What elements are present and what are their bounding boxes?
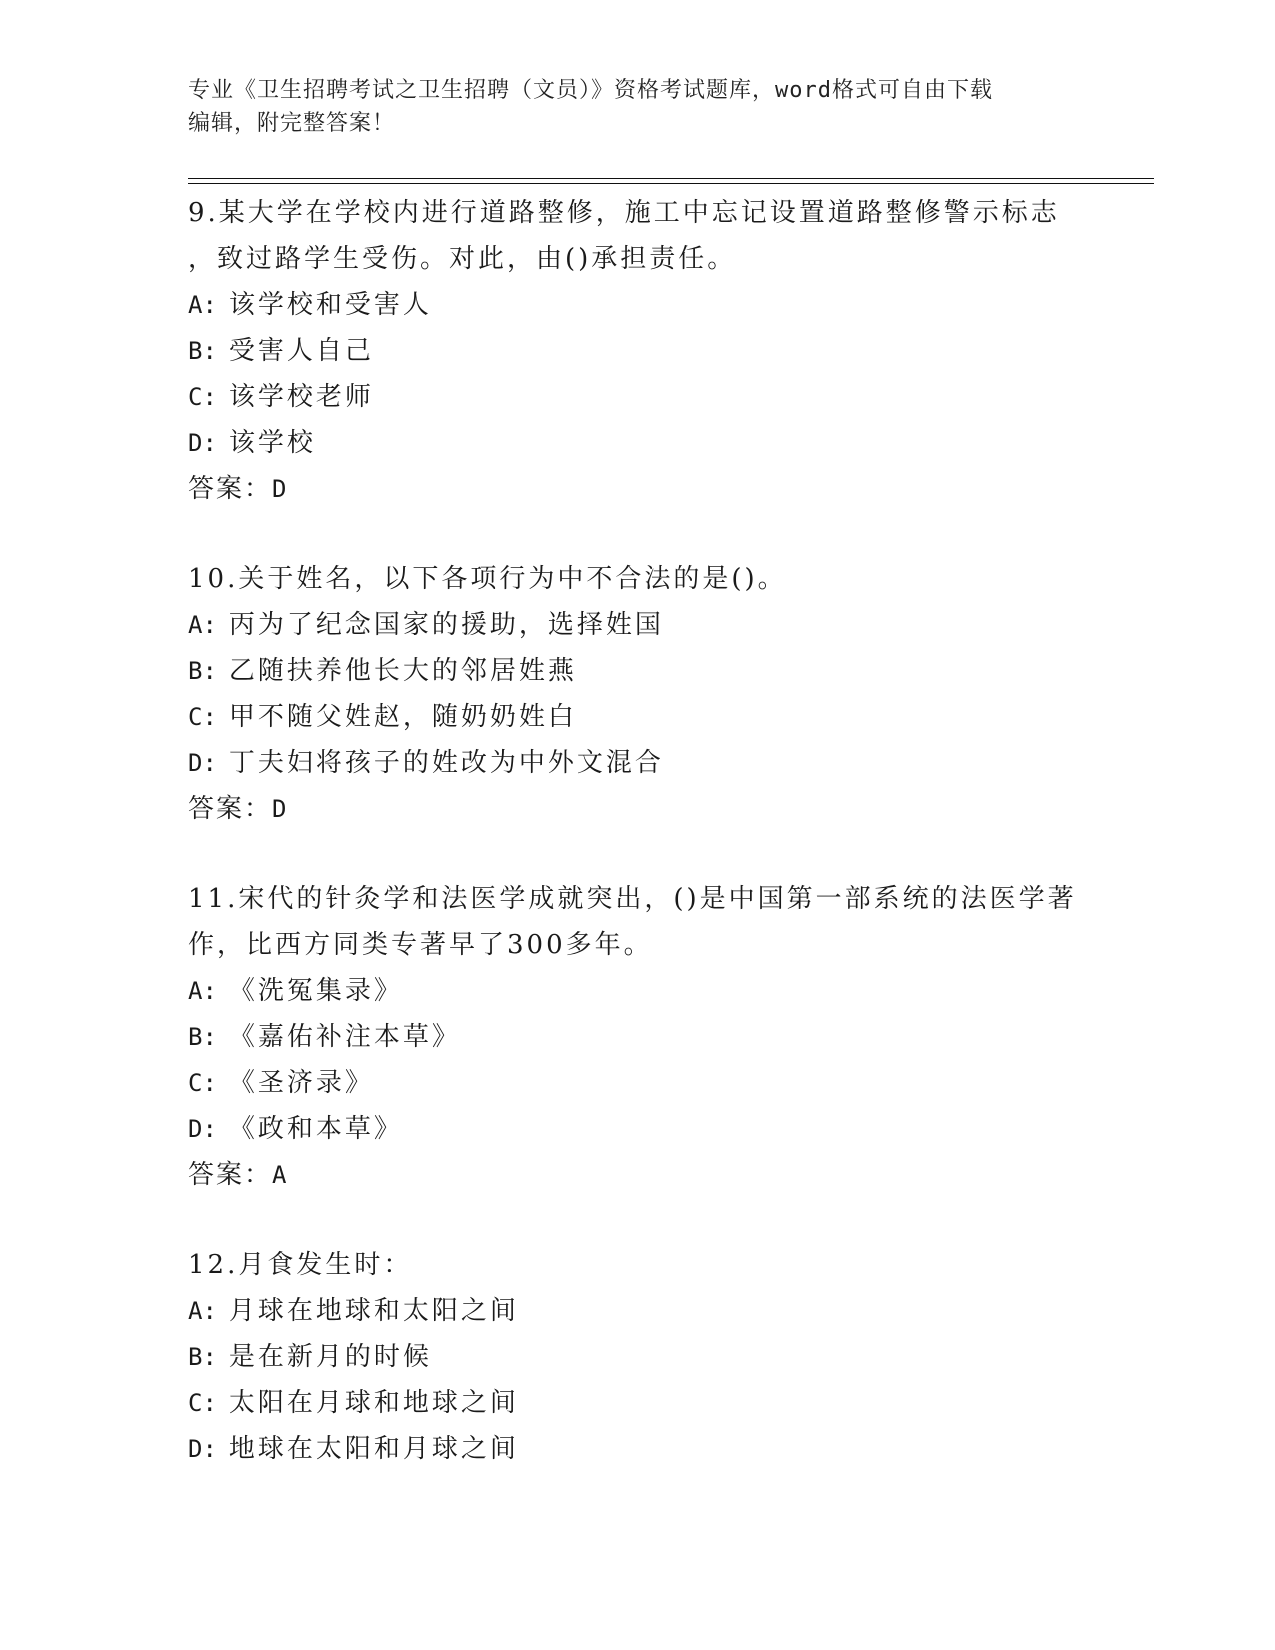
answer-value: D xyxy=(272,475,287,503)
option-d xyxy=(188,420,1088,466)
option-text: 《嘉佑补注本草》 xyxy=(228,1022,461,1052)
option-separator: : xyxy=(202,1069,217,1097)
option-letter: C xyxy=(188,383,203,411)
answer-line xyxy=(188,466,1088,512)
option-separator: : xyxy=(202,1389,217,1417)
option-text: 丙为了纪念国家的援助，选择姓国 xyxy=(228,610,664,640)
option-letter: A xyxy=(188,977,203,1005)
option-separator: : xyxy=(202,1343,217,1371)
question-block xyxy=(188,556,1088,832)
question-text: 12.月食发生时： xyxy=(188,1250,413,1280)
question-list xyxy=(188,190,1088,1472)
option-text: 该学校老师 xyxy=(228,382,374,412)
question-text: ，致过路学生受伤。对此，由()承担责任。 xyxy=(188,244,737,274)
option-text: 月球在地球和太阳之间 xyxy=(228,1296,519,1326)
option-c xyxy=(188,1380,1088,1426)
header-divider-top xyxy=(188,178,1154,179)
option-letter: B xyxy=(188,657,203,685)
header-divider-bottom xyxy=(188,183,1154,184)
option-separator: : xyxy=(202,1297,217,1325)
header-line-2: 编辑，附完整答案！ xyxy=(188,111,396,136)
answer-label: 答案： xyxy=(188,474,273,504)
question-text: 10.关于姓名，以下各项行为中不合法的是()。 xyxy=(188,564,787,594)
option-a xyxy=(188,1288,1088,1334)
option-text: 丁夫妇将孩子的姓改为中外文混合 xyxy=(228,748,664,778)
option-b xyxy=(188,648,1088,694)
option-separator: : xyxy=(202,703,217,731)
answer-label: 答案： xyxy=(188,1160,273,1190)
option-b xyxy=(188,1014,1088,1060)
option-b xyxy=(188,328,1088,374)
option-separator: : xyxy=(202,337,217,365)
option-text: 是在新月的时候 xyxy=(228,1342,432,1372)
question-text: 作，比西方同类专著早了300多年。 xyxy=(188,930,653,960)
option-b xyxy=(188,1334,1088,1380)
answer-line xyxy=(188,786,1088,832)
option-text: 乙随扶养他长大的邻居姓燕 xyxy=(228,656,577,686)
option-separator: : xyxy=(202,1115,217,1143)
option-a xyxy=(188,282,1088,328)
option-letter: C xyxy=(188,1389,203,1417)
option-c xyxy=(188,694,1088,740)
option-separator: : xyxy=(202,383,217,411)
question-block xyxy=(188,876,1088,1198)
option-letter: C xyxy=(188,1069,203,1097)
answer-label: 答案： xyxy=(188,794,273,824)
option-separator: : xyxy=(202,657,217,685)
option-d xyxy=(188,740,1088,786)
option-a xyxy=(188,968,1088,1014)
option-separator: : xyxy=(202,611,217,639)
option-letter: D xyxy=(188,1435,203,1463)
option-separator: : xyxy=(202,1435,217,1463)
question-spacer xyxy=(188,1198,1088,1242)
option-c xyxy=(188,374,1088,420)
answer-value: A xyxy=(272,1161,287,1189)
option-text: 太阳在月球和地球之间 xyxy=(228,1388,519,1418)
option-text: 《圣济录》 xyxy=(228,1068,374,1098)
option-text: 甲不随父姓赵，随奶奶姓白 xyxy=(228,702,577,732)
option-letter: A xyxy=(188,291,203,319)
option-letter: B xyxy=(188,1343,203,1371)
option-text: 《政和本草》 xyxy=(228,1114,403,1144)
option-letter: D xyxy=(188,749,203,777)
answer-value: D xyxy=(272,795,287,823)
option-letter: D xyxy=(188,429,203,457)
answer-line xyxy=(188,1152,1088,1198)
question-text: 9.某大学在学校内进行道路整修，施工中忘记设置道路整修警示标志 xyxy=(188,198,1060,228)
option-letter: C xyxy=(188,703,203,731)
option-d xyxy=(188,1426,1088,1472)
question-block xyxy=(188,190,1088,512)
option-text: 《洗冤集录》 xyxy=(228,976,403,1006)
document-header xyxy=(188,74,1088,140)
option-c xyxy=(188,1060,1088,1106)
option-letter: A xyxy=(188,1297,203,1325)
option-a xyxy=(188,602,1088,648)
option-letter: B xyxy=(188,337,203,365)
question-spacer xyxy=(188,512,1088,556)
question-spacer xyxy=(188,832,1088,876)
option-letter: D xyxy=(188,1115,203,1143)
option-letter: A xyxy=(188,611,203,639)
option-separator: : xyxy=(202,749,217,777)
option-separator: : xyxy=(202,977,217,1005)
option-letter: B xyxy=(188,1023,203,1051)
question-text: 11.宋代的针灸学和法医学成就突出，()是中国第一部系统的法医学著 xyxy=(188,884,1077,914)
header-line-1: 专业《卫生招聘考试之卫生招聘（文员）》资格考试题库，word格式可自由下载 xyxy=(188,78,993,103)
option-text: 该学校 xyxy=(228,428,316,458)
option-d xyxy=(188,1106,1088,1152)
option-separator: : xyxy=(202,429,217,457)
option-separator: : xyxy=(202,1023,217,1051)
option-separator: : xyxy=(202,291,217,319)
question-block xyxy=(188,1242,1088,1472)
option-text: 受害人自己 xyxy=(228,336,374,366)
option-text: 地球在太阳和月球之间 xyxy=(228,1434,519,1464)
option-text: 该学校和受害人 xyxy=(228,290,432,320)
